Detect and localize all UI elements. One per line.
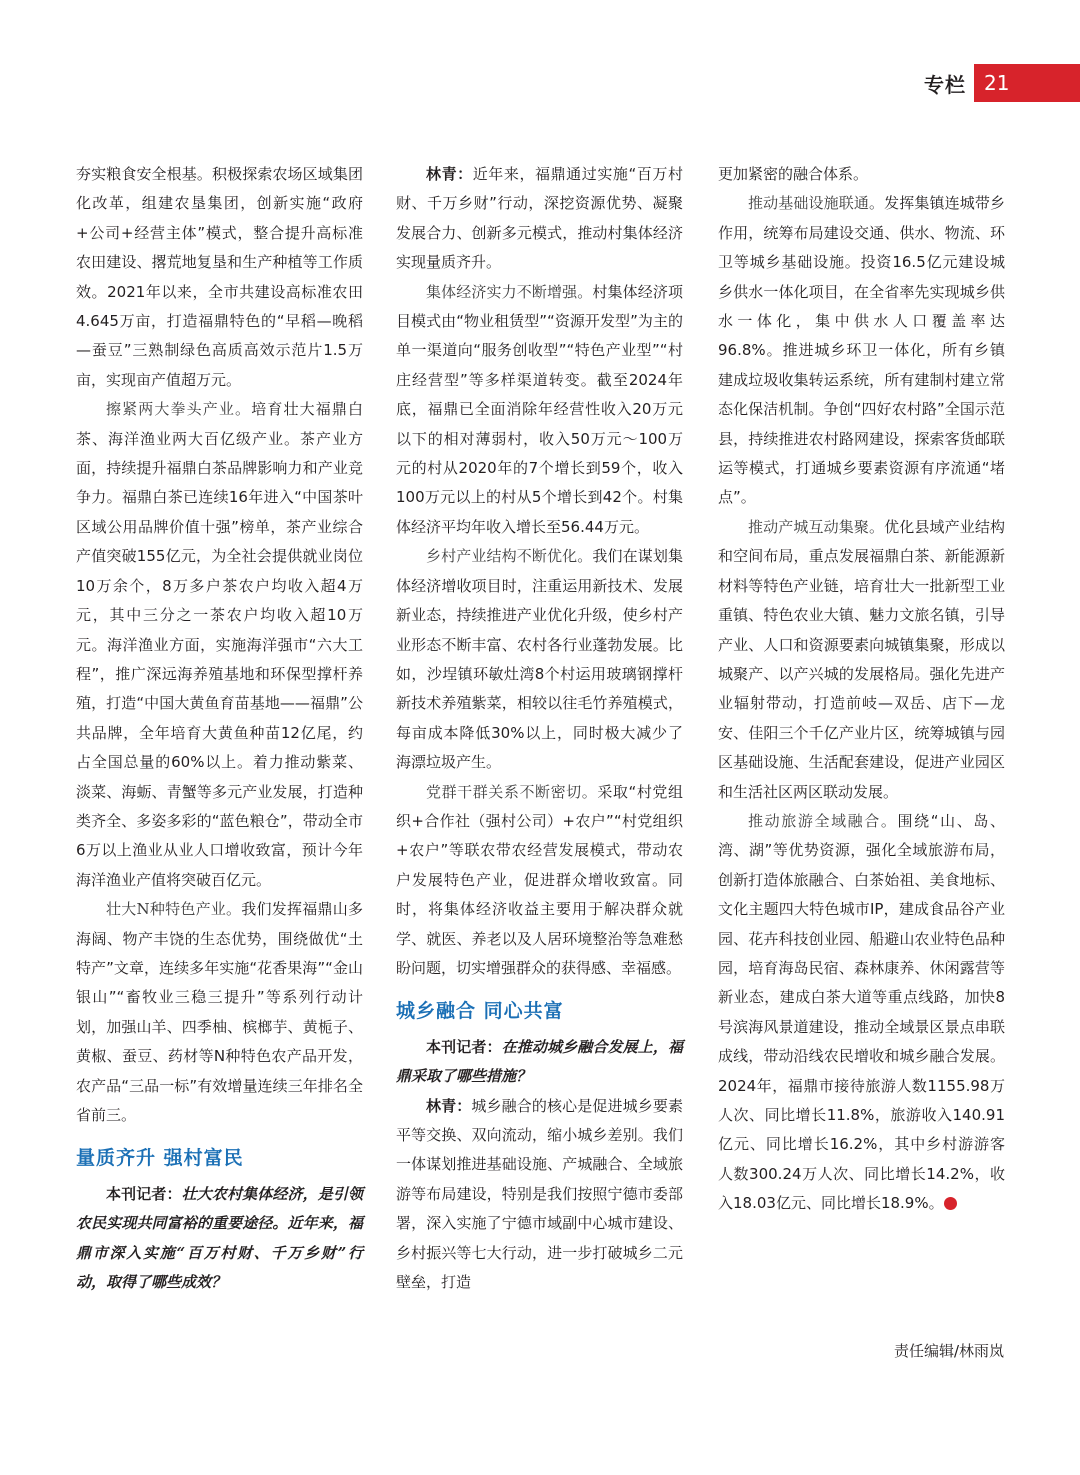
interview-question [396, 1033, 683, 1092]
question-speaker: 本刊记者： [426, 1037, 502, 1056]
paragraph-body: 优化县域产业结构和空间布局，重点发展福鼎白茶、新能源新材料等特色产业链，培育壮大一批新型工业重镇、特色农业大镇、魅力文旅名镇，引导产业、人口和资源要素向城镇集聚，形成以城聚产、以产兴城的发展格局。强化先进产业辐射带动，打造前岐—双岳、店下—龙安、佳阳三个千亿产业片区，统筹城镇与园区基础设施、生活配套建设，促进产业园区和生活社区两区联动发展。 [718, 517, 1005, 801]
paragraph-lead: 推动产城互动集聚。 [748, 517, 885, 536]
answer-text: 城乡融合的核心是促进城乡要素平等交换、双向流动，缩小城乡差别。我们一体谋划推进基础设施、产城融合、全域旅游等布局建设，特别是我们按照宁德市委部署，深入实施了宁德市域副中心城市建设、乡村振兴等七大行动，进一步打破城乡二元壁垒，打造 [396, 1096, 683, 1292]
paragraph-body: 培育壮大福鼎白茶、海洋渔业两大百亿级产业。茶产业方面，持续提升福鼎白茶品牌影响力和产业竞争力。福鼎白茶已连续16年进入“中国茶叶区域公用品牌价值十强”榜单，茶产业综合产值突破155亿元，为全社会提供就业岗位10万余个，8万多户茶农户均收入超4万元，其中三分之一茶农户均收入超10万元。海洋渔业方面，实施海洋强市“六大工程”，推广深远海养殖基地和环保型撑杆养殖，打造“中国大黄鱼育苗基地——福鼎”公共品牌，全年培育大黄鱼种苗12亿尾，约占全国总量的60%以上。着力推动紫菜、淡菜、海蛎、青蟹等多元产业发展，打造种类齐全、多姿多彩的“蓝色粮仓”，带动全市6万以上渔业从业人口增收致富，预计今年海洋渔业产值将突破百亿元。 [76, 400, 363, 889]
page-header [924, 64, 1080, 102]
paragraph-body: 采取“村党组织+合作社（强村公司）+农户”“村党组织+农户”等联农带农经营发展模式，带动农户发展特色产业，促进群众增收致富。同时，将集体经济收益主要用于解决群众就学、就医、养老以及人居环境整治等急难愁盼问题，切实增强群众的获得感、幸福感。 [396, 782, 683, 977]
paragraph-lead: 集体经济实力不断增强。 [426, 282, 593, 301]
paragraph-body: 我们发挥福鼎山多海阔、物产丰饶的生态优势，围绕做优“土特产”文章，连续多年实施“花香果海”“金山银山”“畜牧业三稳三提升”等系列行动计划，加强山羊、四季柚、槟榔芋、黄栀子、黄椒、蚕豆、药材等N种特色农产品开发，农产品“三品一标”有效增量连续三年排名全省前三。 [76, 900, 363, 1124]
paragraph-body: 发挥集镇连城带乡作用，统筹布局建设交通、供水、物流、环卫等城乡基础设施。投资16.5亿元建设城乡供水一体化项目，在全省率先实现城乡供水一体化，集中供水人口覆盖率达96.8%。推进城乡环卫一体化，所有乡镇建成垃圾收集转运系统，所有建制村建立常态化保洁机制。争创“四好农村路”全国示范县，持续推进农村路网建设，探索客货邮联运等模式，打通城乡要素资源有序流通“堵点”。 [718, 194, 1005, 507]
question-text: 壮大农村集体经济，是引领农民实现共同富裕的重要途径。近年来，福鼎市深入实施“百万村财、千万乡财”行动，取得了哪些成效？ [76, 1184, 363, 1292]
section-subheading: 量质齐升 强村富民 [76, 1147, 244, 1170]
paragraph-body: 村集体经济项目模式由“物业租赁型”“资源开发型”为主的单一渠道向“服务创收型”“特色产业型”“村庄经营型”等多样渠道转变。截至2024年底，福鼎已全面消除年经营性收入20万元以下的相对薄弱村，收入50万元～100万元的村从2020年的7个增长到59个，收入100万元以上的村从5个增长到42个。村集体经济平均年收入增长至56.44万元。 [396, 282, 683, 536]
interview-answer [396, 1092, 683, 1298]
paragraph-lead: 推动旅游全域融合。 [748, 811, 898, 830]
answer-text: 近年来，福鼎通过实施“百万村财、千万乡财”行动，深挖资源优势、凝聚发展合力、创新多元模式，推动村集体经济实现量质齐升。 [396, 165, 683, 272]
page-number-box [974, 64, 1080, 102]
editor-credit: 责任编辑/林雨岚 [893, 1342, 1004, 1360]
paragraph-lead: 壮大N种特色产业。 [106, 900, 242, 919]
paragraph [396, 542, 683, 777]
question-speaker: 本刊记者： [106, 1184, 182, 1203]
paragraph-body: 围绕“山、岛、湾、湖”等优势资源，强化全域旅游布局，创新打造体旅融合、白茶始祖、美食地标、文化主题四大特色城市IP，建成食品谷产业园、花卉科技创业园、船避山农业特色品种园，培育海岛民宿、森林康养、休闲露营等新业态，建成白茶大道等重点线路，加快8号滨海风景道建设，推动全域景区景点串联成线，带动沿线农民增收和城乡融合发展。2024年，福鼎市接待旅游人数1155.98万人次、同比增长11.8%，旅游收入140.91亿元、同比增长16.2%，其中乡村游游客人数300.24万人次、同比增长14.2%，收入18.03亿元、同比增长18.9%。 [718, 811, 1005, 1213]
paragraph-lead: 乡村产业结构不断优化。 [426, 547, 593, 566]
interview-question [76, 1180, 363, 1298]
paragraph-lead: 擦紧两大拳头产业。 [106, 400, 252, 419]
paragraph [396, 778, 683, 984]
column-1 [76, 160, 363, 1297]
paragraph [396, 278, 683, 543]
column-2 [396, 160, 683, 1297]
paragraph-lead: 党群干群关系不断密切。 [426, 782, 598, 801]
paragraph: 夯实粮食安全根基。积极探索农场区域集团化改革，组建农垦集团，创新实施“政府+公司+经营主体”模式，整合提升高标准农田建设、撂荒地复垦和生产种植等工作质效。2021年以来，全市共建设高标准农田4.645万亩，打造福鼎特色的“早稻—晚稻—蚕豆”三熟制绿色高质高效示范片1.5万亩，实现亩产值超万元。 [76, 165, 363, 389]
paragraph-body: 我们在谋划集体经济增收项目时，注重运用新技术、发展新业态，持续推进产业优化升级，使乡村产业形态不断丰富、农村各行业蓬勃发展。比如，沙埕镇环敏灶湾8个村运用玻璃钢撑杆新技术养殖紫菜，相较以往毛竹养殖模式，每亩成本降低30%以上，同时极大减少了海漂垃圾产生。 [396, 547, 683, 772]
answer-speaker: 林青： [426, 1096, 472, 1115]
paragraph [718, 513, 1005, 807]
interview-answer [396, 160, 683, 278]
section-title: 专栏 [924, 72, 966, 97]
paragraph [76, 395, 363, 895]
page-number: 21 [984, 71, 1010, 95]
paragraph [718, 807, 1005, 1219]
article-end-icon: H [944, 1197, 957, 1210]
section-subheading: 城乡融合 同心共富 [396, 1000, 564, 1023]
paragraph: 更加紧密的融合体系。 [718, 165, 869, 183]
answer-speaker: 林青： [426, 165, 473, 183]
question-text: 在推动城乡融合发展上，福鼎采取了哪些措施？ [396, 1037, 683, 1086]
column-3 [718, 160, 1005, 1219]
paragraph [718, 189, 1005, 512]
paragraph-lead: 推动基础设施联通。 [748, 194, 885, 213]
paragraph [76, 895, 363, 1130]
